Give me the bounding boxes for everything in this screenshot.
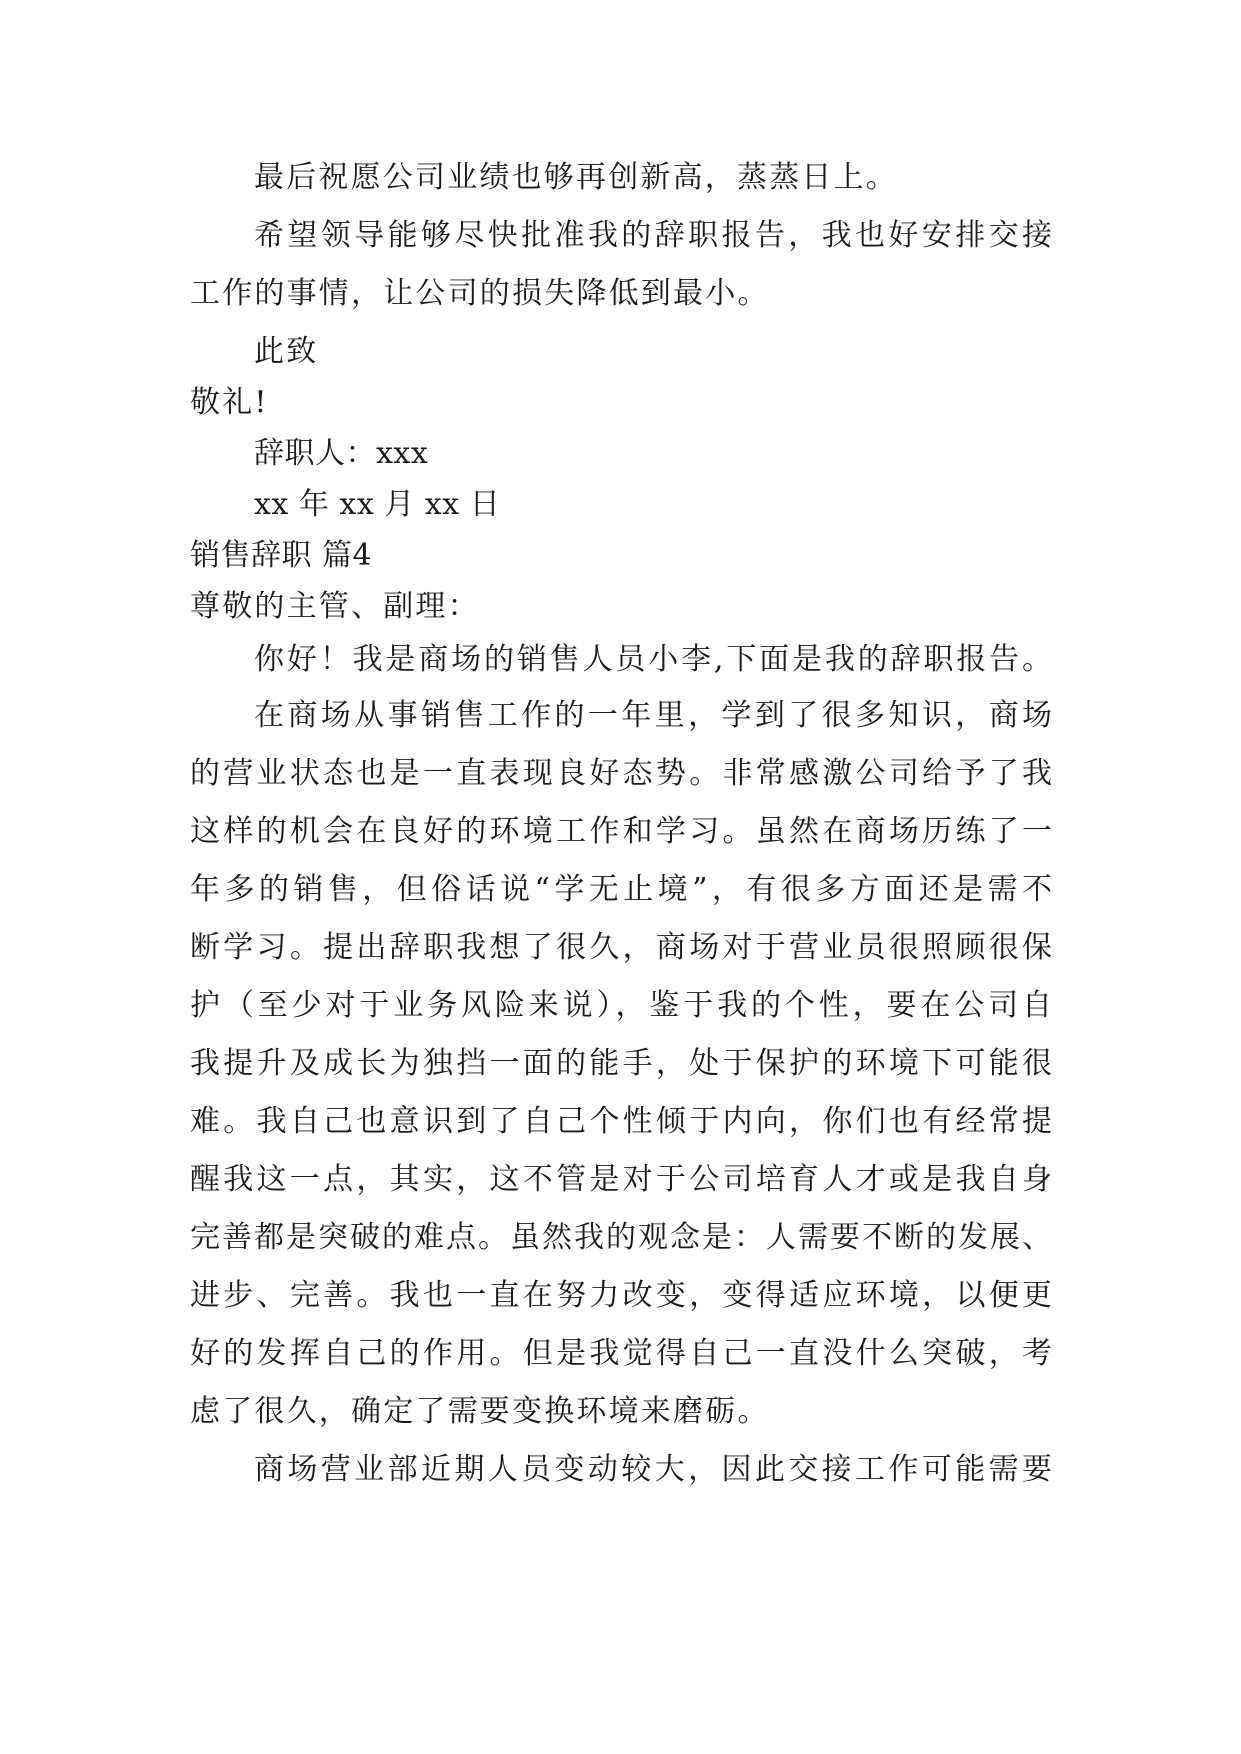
body-paragraph-1-line-9: 醒我这一点，其实，这不管是对于公司培育人才或是我自身 [190,1162,1052,1197]
salutation-jingli: 敬礼! [190,385,269,420]
closing-wish-line: 最后祝愿公司业绩也够再创新高，蒸蒸日上。 [254,160,898,195]
approval-request-line-1: 希望领导能够尽快批准我的辞职报告，我也好安排交接 [254,218,1052,253]
body-paragraph-1-line-2: 的营业状态也是一直表现良好态势。非常感激公司给予了我 [190,756,1052,791]
body-paragraph-1-line-4: 年多的销售，但俗话说“学无止境”，有很多方面还是需不 [190,872,1052,907]
body-paragraph-2-line-1: 商场营业部近期人员变动较大，因此交接工作可能需要 [254,1452,1052,1487]
signature-date: xx 年 xx 月 xx 日 [254,487,501,522]
body-paragraph-1-line-1: 在商场从事销售工作的一年里，学到了很多知识，商场 [254,698,1052,733]
greeting-line: 你好！我是商场的销售人员小李,下面是我的辞职报告。 [254,642,1052,677]
body-paragraph-1-line-10: 完善都是突破的难点。虽然我的观念是：人需要不断的发展、 [190,1220,1052,1255]
letter-recipient: 尊敬的主管、副理： [190,589,480,624]
body-paragraph-1-line-8: 难。我自己也意识到了自己个性倾于内向，你们也有经常提 [190,1104,1052,1139]
section-heading: 销售辞职 篇4 [190,538,373,573]
body-paragraph-1-line-7: 我提升及成长为独挡一面的能手，处于保护的环境下可能很 [190,1046,1052,1081]
body-paragraph-1-line-12: 好的发挥自己的作用。但是我觉得自己一直没什么突破，考 [190,1336,1052,1371]
body-paragraph-1-line-3: 这样的机会在良好的环境工作和学习。虽然在商场历练了一 [190,814,1052,849]
body-paragraph-1-line-11: 进步、完善。我也一直在努力改变，变得适应环境，以便更 [190,1278,1052,1313]
resignee-signature: 辞职人：xxx [254,436,429,471]
body-paragraph-1-line-13: 虑了很久，确定了需要变换环境来磨砺。 [190,1394,770,1429]
salutation-cizhi: 此致 [254,334,319,369]
body-paragraph-1-line-5: 断学习。提出辞职我想了很久，商场对于营业员很照顾很保 [190,930,1052,965]
body-paragraph-1-line-6: 护（至少对于业务风险来说），鉴于我的个性，要在公司自 [190,988,1052,1023]
approval-request-line-2: 工作的事情，让公司的损失降低到最小。 [190,276,770,311]
